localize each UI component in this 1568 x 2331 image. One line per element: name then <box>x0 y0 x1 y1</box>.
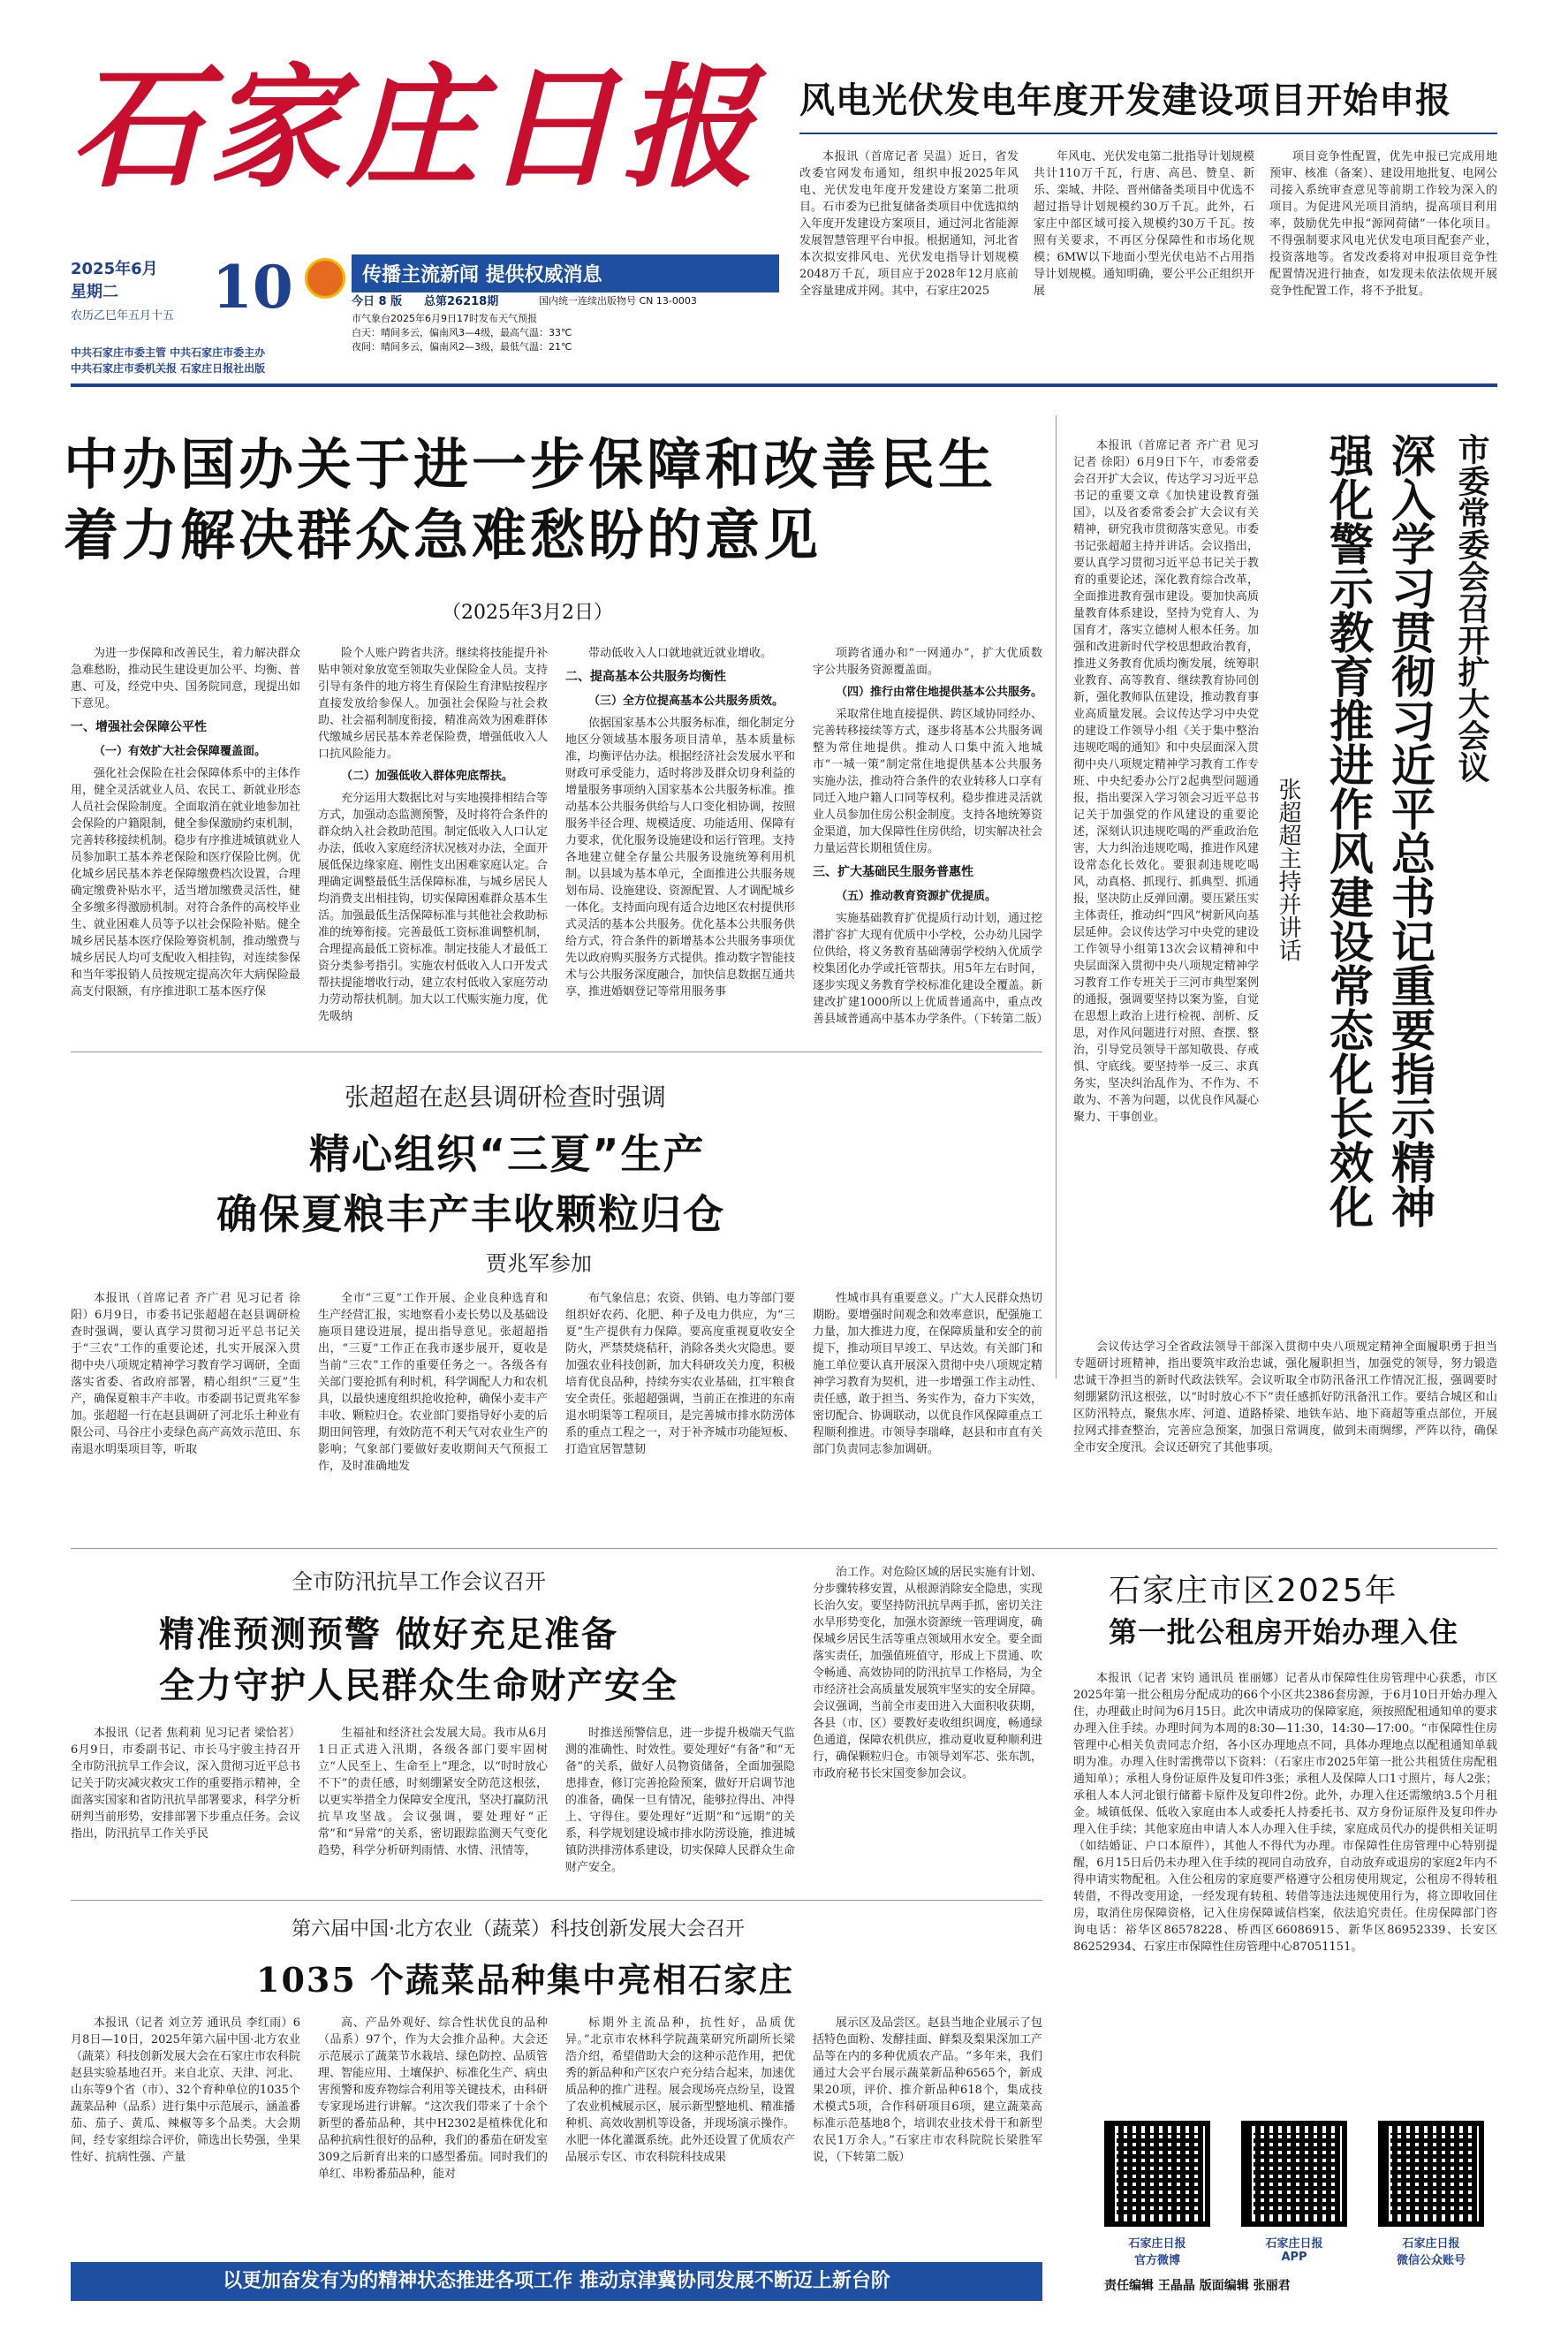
opinion-headline-2: 着力解决群众急难愁盼的意见 <box>64 503 822 567</box>
vegetable-col-3: 标期外主流品种，抗性好，品质优异。”北京市农林科学院蔬菜研究所副所长梁浩介绍，希望借助大会的这种示范作用，把优秀的新品种和产区农户充分结合起来，加速优质品种的推广进程。展会现场亮点纷呈，设置了农业机械展示区，展示新型整地机、精准播种机、高效收割机等设备，并现场演示操作。水肥一体化灌溉系统。此外还设置了优质农产品展示专区、市农科院科技成果 <box>565 2016 796 2164</box>
date-weekday: 星期二 <box>71 283 118 301</box>
top-story-col-3: 项目竞争性配置，优先申报已完成用地预审、核准（备案）、建设用地批复、电网公司接入系统审查意见等前期工作较为深入的项目。为促进风光项目消纳，提高项目利用率，鼓励优先申报“源网荷储”一体化项目。不得强制要求风电光伏发电项目配套产业，投资落地等。省发改委将对申报项目竞争性配置情况进行抽查，如发现未依法依规开展竞争性配置工作，将不予批复。 <box>1269 150 1497 298</box>
top-story-headline: 风电光伏发电年度开发建设项目开始申报 <box>799 80 1451 121</box>
right-feature-headline-1: 深入学习贯彻习近平总书记重要指示精神 <box>1384 433 1435 1228</box>
weather-night: 夜间：晴间多云，偏南风2—3级，最低气温：21℃ <box>352 341 572 353</box>
top-story-col-2: 年风电、光伏发电第二批指导计划规模共计110万千瓦，行唐、高邑、赞皇、新乐、栾城、井陉、晋州储备类项目中优选不超过指导计划规模约30万千瓦。此外，石家庄中部区域可接入规模约30万千瓦。按照有关要求，不再区分保障性和市场化规模；6MW以下地面小型光伏电站不占用指导计划规模。通知明确，要公平公正组织开展 <box>1034 150 1254 298</box>
vegetable-col-4: 展示区及品尝区。赵县当地企业展示了包括特色面粉、发酵挂面、鲜梨及梨果深加工产品等在内的多种优质农产品。“多年来，我们通过大会平台展示蔬菜新品种6565个，新成果20项，评价、推介新品种618个，集成技术模式5项，合作科研项目6项，建立蔬菜高标准示范基地8个，培训农业技术骨干和新型农民1万余人。”石家庄市农科院院长梁胜军说，（下转第二版） <box>813 2016 1043 2164</box>
column-divider <box>1056 415 1057 1378</box>
today-pages: 今日 8 版 <box>352 295 403 308</box>
sponsor-line-2: 中共石家庄市委机关报 石家庄日报社出版 <box>71 362 266 375</box>
right-feature-body-2: 会议传达学习全省政法领导干部深入贯彻中央八项规定精神全面履职勇于担当专题研讨班精神，指出要筑牢政治忠诚，强化履职担当，加强党的领导，努力锻造忠诚干净担当的新时代政法铁军。会议听取全市防汛备汛工作情况汇报，强调要时刻绷紧防汛这根弦，以“时时放心不下”责任感抓好防汛备汛工作。要结合城区和山区防汛特点，聚焦水库、河道、道路桥梁、地铁车站、地下商超等重点部位，开展拉网式排查整治，完善应急预案，加强日常调度，做到未雨绸缪，严阵以待，确保全市安全度汛。会议还研究了其他事项。 <box>1073 1340 1497 1454</box>
vegetable-col-2: 高、产品外观好、综合性状优良的品种（品系）97个，作为大会推介品种。大会还示范展示了蔬菜节水栽培、绿色防控、品质管理、智能应用、土壤保护、标准化生产、病虫害预警和废弃物综合利用等关键技术，由科研专家现场进行讲解。“这次我们带来了十余个新型的番茄品种，其中H2302是植株优化和品种抗病性很好的品种，我们的番茄在研发室309之后新育出来的口感型番茄。同时我们的单红、串粉番茄品种，能对 <box>318 2016 549 2181</box>
mid-rule-2 <box>71 1548 1497 1549</box>
qr-app-label: 石家庄日报 APP <box>1265 2237 1323 2264</box>
masthead-date-box <box>71 253 293 336</box>
opinion-col-4: 项跨省通办和“一网通办”，扩大优质数字公共服务资源覆盖面。 （四）推行由常住地提供基本公共服务。 采取常住地直接提供、跨区域协同经办、完善转移接续等方式，逐步将基本公共服务调整为常住地提供。推动人口集中流入地城市“一城一策”制定常住地提供基本公共服务实施办法，推动符合条件的农业转移人口享有同迁入地户籍人口同等权利。稳步推进灵活就业人员参加住房公积金制度。支持各地统筹资金渠道，加大保障性住房供给，切实解决社会力量运营长期租赁住房。 三、扩大基础民生服务普惠性 （五）推动教育资源扩优提质。 实施基础教育扩优提质行动计划，通过挖潜扩容扩大现有优质中小学校，公办幼儿园学位供给，将义务教育基础薄弱学校纳入优质学校集团化办学或托管帮扶。用5年左右时间，逐步实现义务教育学校标准化建设全覆盖。新建改扩建1000所以上优质普通高中，重点改善县域普通高中基本办学条件。（下转第二版） <box>813 647 1049 1026</box>
mid-rule-3 <box>71 1900 1042 1901</box>
summer-col-2: 全市“三夏”工作开展、企业良种选育和生产经营汇报，实地察看小麦长势以及基础设施项目建设进展，提出指导意见。张超超指出，“三夏”工作正在我市逐步展开，夏收是当前“三农”工作的重要任务之一。各级各有关部门要抢抓有利时机，科学调配人力和农机具，以最快速度组织抢收抢种，确保小麦丰产丰收、颗粒归仓。农业部门要指导好小麦的后期田间管理，有效防范不利天气对农业生产的影响；气象部门要做好麦收期间天气预报工作，及时准确地发 <box>318 1292 549 1473</box>
qr-weibo-label: 石家庄日报 官方微博 <box>1128 2237 1186 2267</box>
right-feature-kicker: 市委常委会召开扩大会议 <box>1453 433 1489 783</box>
weather-day: 白天：晴间多云，偏南风3—4级，最高气温：33℃ <box>352 327 572 338</box>
qr-wechat-label: 石家庄日报 微信公众账号 <box>1396 2237 1466 2267</box>
date-month: 2025年6月 <box>71 260 158 278</box>
emblem-icon <box>305 258 345 299</box>
housing-body: 本报讯（记者 宋钧 通讯员 崔丽娜）记者从市保障性住房管理中心获悉，市区2025年第一批公租房分配成功的66个小区共2386套房源，于6月10日开始办理入住，办理截止时间为6月15日。此次申请成功的保障家庭，须按照配租通知单的要求办理入住手续。办理时间为本周的8:30—11:30，14:30—17:00。“市保障性住房管理中心相关负责同志介绍，各小区办理地点不同，具体办理地点以配租通知单载明为准。办理入住时需携带以下资料：（石家庄市2025年第一批公共租赁住房配租通知单）；承租人身份证原件及复印件3张；承租人及保障人口1寸照片，每人2张；承租人本人河北银行储蓄卡原件及复印件2份。此外，办理入住还需缴纳3.5个月租金。城镇低保、低收入家庭由本人或委托人持委托书、双方身份证原件及复印件办理入住手续；其他家庭由申请人本人办理入住手续，家庭成员代办的提供相关证明（如结婚证、户口本原件），其他人不得代为办理。市保障性住房管理中心特别提醒，6月15日后仍未办理入住手续的视同自动放弃，自动放弃或退房的家庭2年内不得申请实物配租。入住公租房的家庭要严格遵守公租房使用规定，公租房不得转租转借，不得改变用途，一经发现有转租、转借等违法违规使用行为，将立即收回住房，取消住房保障资格，记入住房保障诚信档案，依法追究责任。住房保障部门咨询电话：裕华区86578228、桥西区66086915、新华区86952339、长安区86252934、石家庄市保障性住房管理中心87051151。 <box>1073 1672 1497 1954</box>
flood-col-4: 治工作。对危险区域的居民实施有计划、分步骤转移安置，从根源消除安全隐患，实现长治久安。要坚持防汛抗旱两手抓，密切关注水旱形势变化，加强水资源统一管理调度，确保城乡居民生活等重点领域用水安全。要全面落实责任，加强值班值守，形成上下贯通、吹令畅通、高效协同的防汛抗旱工作格局，为全市经济社会高质量发展筑牢坚实的安全屏障。会议强调，当前全市麦田进入大面积收获期，各县（市、区）要教好麦收组织调度，畅通绿色通道，保障农机供应，推动夏收夏种顺利进行，确保颗粒归仓。市领导刘军芯、张东凯，市政府秘书长宋国变参加会议。 <box>813 1566 1043 1781</box>
issue-number: 总第26218期 <box>424 295 499 308</box>
top-story-col-1: 本报讯（首席记者 吴温）近日，省发改委官网发布通知，组织申报2025年风电、光伏发电年度开发建设方案第二批项目。石市委为已批复储备类项目中优选拟纳入年度开发建设方案项目，通过河北省能源发展智慧管理平台申报。根据通知，河北省本次拟安排风电、光伏发电指导计划规模2048万千瓦，项目应于2028年12月底前全容量建成并网。其中，石家庄2025 <box>799 150 1019 298</box>
summer-sub: 贾兆军参加 <box>486 1251 592 1276</box>
vegetable-kicker: 第六届中国·北方农业（蔬菜）科技创新发展大会召开 <box>292 1918 745 1940</box>
footer-slogan: 以更加奋发有为的精神状态推进各项工作 推动京津冀协同发展不断迈上新台阶 <box>71 2262 1042 2301</box>
opinion-date: （2025年3月2日） <box>442 602 613 624</box>
right-feature-byline: 张超超主持并讲话 <box>1275 778 1301 961</box>
vegetable-col-1: 本报讯（记者 刘立芳 通讯员 李红雨）6月8日—10日，2025年第六届中国·北方农业（蔬菜）科技创新发展大会在石家庄市农科院赵县实验基地召开。来自北京、天津、河北、山东等9个省（市）、32个育种单位的1035个蔬菜品种（品系）进行集中示范展示，涵盖番茄、茄子、黄瓜、辣椒等多个品类。大会期间，经专家组综合评价，筛选出长势强，坐果性好、抗病性强、产量 <box>71 2016 301 2164</box>
qr-weibo-icon <box>1104 2121 1210 2227</box>
qr-app-icon <box>1241 2121 1347 2227</box>
date-lunar: 农历乙巳年五月十五 <box>71 309 175 323</box>
opinion-col-3: 带动低收入人口就地就近就业增收。 二、提高基本公共服务均衡性 （三）全方位提高基本公共服务质效。 依据国家基本公共服务标准，细化制定分地区分领域基本服务项目清单，基本质量标准，均衡评估办法。根据经济社会发展水平和财政可承受能力，适时将涉及群众切身利益的增量服务事项纳入国家基本公共服务标准。推动基本公共服务供给与人口变化相协调，按照服务半径合理、规模适度、功能适用、保障有力要求，优化服务设施建设和运行管理。支持各地建立健全存量公共服务设施统筹利用机制。以县域为基本单元，全面推进公共服务规划布局、设施建设、资源配置、人才调配城乡一体化。支持面向现有适合边地区农村提供形式灵活的基本公共服务。优化基本公共服务供给方式，符合条件的新增基本公共服务事项优先以政府购买服务方式提供。推动数字智能技术与公共服务深度融合，加快信息数据互通共享，推进婚姻登记等常用服务事 <box>565 647 796 998</box>
masthead-rule <box>71 383 1497 387</box>
sponsor-line-1: 中共石家庄市委主管 中共石家庄市委主办 <box>71 346 266 359</box>
housing-headline-2: 第一批公租房开始办理入住 <box>1109 1615 1459 1649</box>
summer-headline-1: 精心组织“三夏”生产 <box>309 1130 706 1178</box>
top-rule <box>799 133 1497 134</box>
date-day: 10 <box>212 253 293 322</box>
summer-col-3: 布气象信息；农资、供销、电力等部门要组织好农药、化肥、种子及电力供应，为“三夏”生产提供有力保障。要高度重视夏收安全防火，严禁焚烧秸秆，消除各类火灾隐患。要加强农业科技创新，加大科研攻关力度，积极培育优良品种，持续夯实农业基础，扛牢粮食安全责任。张超超强调，当前正在推进的东南退水明渠等工程项目，是完善城市排水防涝体系的重点工程之一，对于补齐城市功能短板、打造宜居智慧韧 <box>565 1292 796 1456</box>
flood-headline-2: 全力守护人民群众生命财产安全 <box>159 1666 678 1706</box>
opinion-headline-1: 中办国办关于进一步保障和改善民生 <box>64 432 997 497</box>
qr-wechat-icon <box>1378 2121 1484 2227</box>
flood-col-1: 本报讯（记者 焦莉莉 见习记者 梁恰茗）6月9日，市委副书记、市长马宇骏主持召开全市防汛抗旱工作会议，深入贯彻习近平总书记关于防灾减灾救灾工作的重要指示精神，全面落实国家和省防汛抗旱部署要求，科学分析研判当前形势，安排部署下步重点任务。会议指出，防汛抗旱工作关乎民 <box>71 1727 301 1841</box>
right-feature-headline-2: 强化警示教育推进作风建设常态化长效化 <box>1322 433 1374 1228</box>
masthead-slogan: 传播主流新闻 提供权威消息 <box>352 254 779 292</box>
cn-number: 国内统一连续出版物号 CN 13-0003 <box>539 295 697 307</box>
housing-headline-1: 石家庄市区2025年 <box>1109 1573 1398 1609</box>
summer-kicker: 张超超在赵县调研检查时强调 <box>345 1082 667 1112</box>
footer-editors: 责任编辑 王晶晶 版面编辑 张丽君 <box>1104 2279 1291 2293</box>
masthead-logo: 石家庄日报 <box>71 50 761 206</box>
right-feature-body: 本报讯（首席记者 齐广君 见习记者 徐阳）6月9日下午，市委常委会召开扩大会议，传达学习习近平总书记的重要文章《加快建设教育强国》，以及省委常委会扩大会议有关精神，研究我市贯彻落实意见。市委书记张超超主持并讲话。会议指出，要认真学习贯彻习近平总书记关于教育的重要论述，深化教育综合改革，全面推进教育强市建设。要加快高质量教育体系建设，坚持为党育人、为国育才，落实立德树人根本任务。加强和改进新时代学校思想政治教育，推进义务教育优质均衡发展，统筹职业教育、高等教育、继续教育协同创新，强化教师队伍建设，推动教育事业高质量发展。会议传达学习中央党的建设工作领导小组《关于集中整治违规吃喝的通知》和中央层面深入贯彻中央八项规定精神学习教育工作专班、中央纪委办公厅2起典型问题通报，指出要深入学习领会习近平总书记关于加强党的作风建设的重要论述，深刻认识违规吃喝的严重政治危害，大力纠治违规吃喝，推进作风建设常态化长效化。要狠刹违规吃喝风，动真格、抓现行、抓典型、抓通报，坚决防止反弹回潮。要压紧压实主体责任，推动纠“四风”树新风向基层延伸。会议传达学习中央党的建设工作领导小组第13次会议精神和中央层面深入贯彻中央八项规定精神学习教育工作专班关于三河市典型案例的通报，强调要坚持以案为鉴，自觉在思想上政治上进行检视、剖析、反思，对作风问题进行对照、查摆、整治，引导党员领导干部知敬畏、存戒惧、守底线。要坚持举一反三、求真务实，坚决纠治乱作为、不作为、不敢为、不善为问题，以优良作风凝心聚力、干事创业。 <box>1073 439 1259 1124</box>
vegetable-headline: 1035 个蔬菜品种集中亮相石家庄 <box>256 1960 794 2000</box>
opinion-col-2: 险个人账户跨省共济。继续将技能提升补贴申领对象放宽至领取失业保险金人员。支持引导有条件的地方将生育保险生育津贴按程序直接发放给参保人。加强社会保险与社会救助、社会福利制度衔接，精准高效为困难群体代缴城乡居民基本养老保险费，增强低收入人口抗风险能力。 （二）加强低收入群体兜底帮扶。 充分运用大数据比对与实地摸排相结合等方式，加强动态监测预警，及时将符合条件的群众纳入社会救助范围。制定低收入人口认定办法，低收入家庭经济状况核对办法，全面开展低保边缘家庭、刚性支出困难家庭认定。合理确定调整最低生活保障标准，与城乡居民人均消费支出相挂钩，切实保障困难群众基本生活。加强最低生活保障标准与其他社会救助标准的统筹衔接。完善最低工资标准调整机制，合理提高最低工资标准。制定技能人才最低工资分类参考指引。实施农村低收入人口开发式帮扶提能增收行动，建立农村低收入家庭劳动力劳动帮扶机制。加大以工代赈实施力度，优先吸纳 <box>318 647 549 1023</box>
summer-headline-2: 确保夏粮丰产丰收颗粒归仓 <box>216 1190 725 1238</box>
flood-col-2: 生福祉和经济社会发展大局。我市从6月1日正式进入汛期，各级各部门要牢固树立“人民至上、生命至上”理念，以“时时放心不下”的责任感，时刻绷紧安全防范这根弦，以更实举措全力保障安全度汛，坚决打赢防汛抗旱攻坚战。会议强调，要处理好“正常”和“异常”的关系，密切跟踪监测天气变化趋势，科学分析研判雨情、水情、汛情等， <box>318 1727 549 1857</box>
flood-headline-1: 精准预测预警 做好充足准备 <box>159 1614 618 1655</box>
opinion-col-1: 为进一步保障和改善民生，着力解决群众急难愁盼，推动民生建设更加公平、均衡、普惠、可及，经党中央、国务院同意，现提出如下意见。 一、增强社会保障公平性 （一）有效扩大社会保障覆盖面。 强化社会保险在社会保障体系中的主体作用，健全灵活就业人员、农民工、新就业形态人员社会保险制度。全面取消在就业地参加社会保险的户籍限制，健全参保激励约束机制，完善转移接续机制。稳步有序推进城镇就业人员参加职工基本养老保险和医疗保险比例。优化城乡居民基本养老保障缴费档次设置，合理确定缴费补贴水平，适当增加缴费灵活性，健全多缴多得激励机制。对符合条件的高校毕业生、就业困难人员等予以社会保险补贴。健全城乡居民基本医疗保险筹资机制，推动缴费与城乡居民人均可支配收入相挂钩，对连续参保和当年零报销人员按规定提高次年大病保险最高支付限额，有序推进职工基本医疗保 <box>71 647 301 998</box>
flood-kicker: 全市防汛抗旱工作会议召开 <box>292 1569 546 1594</box>
flood-col-3: 时推送预警信息，进一步提升极端天气监测的准确性、时效性。要处理好“有备”和“无备”的关系，做好人员物资储备，全面加强隐患排查，修订完善抢险预案，做好开启调节池的准备，确保一旦有情况，能够拉得出、冲得上、守得住。要处理好“近期”和“远期”的关系，科学规划建设城市排水防涝设施，推进城镇防洪排涝体系建设，切实保障人民群众生命财产安全。 <box>565 1727 796 1874</box>
summer-col-1: 本报讯（首席记者 齐广君 见习记者 徐阳）6月9日，市委书记张超超在赵县调研检查时强调，要认真学习贯彻习近平总书记关于“三农”工作的重要论述，扎实开展深入贯彻中央八项规定精神学习教育学习调研，全面落实省委、省政府部署，精心组织“三夏”生产，确保夏粮丰产丰收。市委副书记贾兆军参加。张超超一行在赵县调研了河北乐土种业有限公司、马谷庄小麦绿色高产高效示范田、东南退水明渠项目等，听取 <box>71 1292 301 1456</box>
summer-col-4: 性城市具有重要意义。广大人民群众热切期盼。要增强时间观念和效率意识，配强施工力量，加大推进力度，在保障质量和安全的前提下，推动项目早竣工、早达效。有关部门和施工单位要认真开展深入贯彻中央八项规定精神学习教育为契机，进一步增强工作主动性、责任感，敢于担当、务实作为，奋力下实效，密切配合、协调联动，以优良作风保障重点工程顺利推进。市领导李瑞峰，赵县和市直有关部门负责同志参加调研。 <box>813 1292 1043 1456</box>
weather-title: 市气象台2025年6月9日17时发布天气预报 <box>352 313 537 324</box>
